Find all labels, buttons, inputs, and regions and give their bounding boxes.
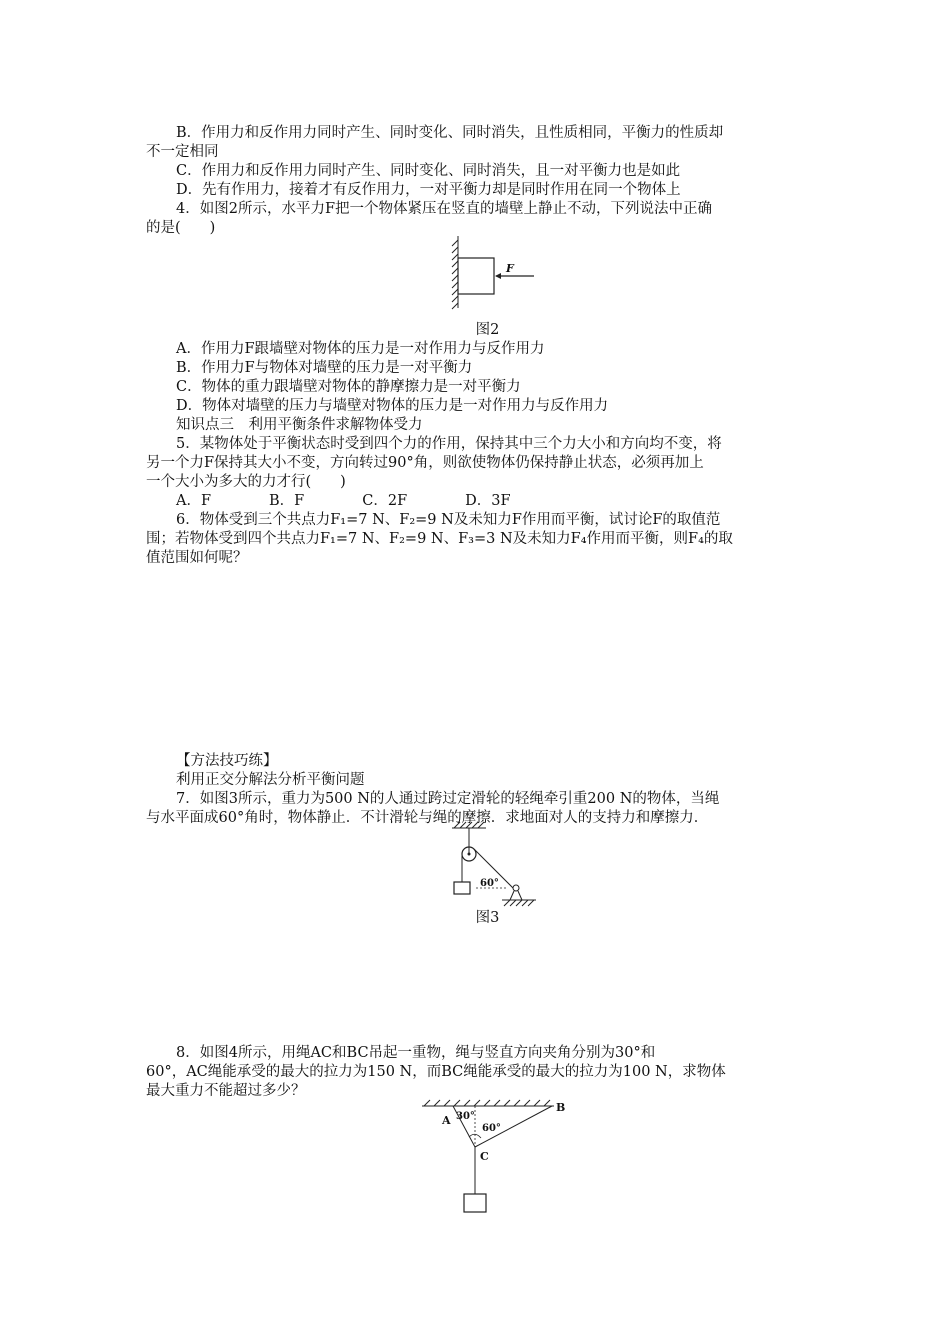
question-4-line2: 的是( ) (146, 220, 216, 236)
question-8-line3: 最大重力不能超过多少？ (146, 1083, 306, 1099)
weight-block (464, 1194, 486, 1212)
question-8-line1: 8．如图4所示，用绳AC和BC吊起一重物，绳与竖直方向夹角分别为30°和 (176, 1045, 656, 1061)
option-3b-line2: 不一定相同 (146, 144, 219, 160)
angle-bc-label: 60° (482, 1123, 501, 1134)
figure-4-diagram (418, 1098, 578, 1218)
ceiling-hatching (422, 1100, 554, 1106)
angle-ac-label: 30° (456, 1111, 475, 1122)
question-5-line3: 一个大小为多大的力才行( ) (146, 474, 346, 490)
option-4a: A．作用力F跟墙壁对物体的压力是一对作用力与反作用力 (176, 341, 545, 357)
option-4d: D．物体对墙壁的压力与墙壁对物体的压力是一对作用力与反作用力 (176, 398, 609, 414)
force-label: F (506, 262, 514, 275)
block (458, 258, 494, 294)
hanging-block (454, 882, 470, 894)
label-c: C (480, 1150, 489, 1163)
angle-label: 60° (480, 878, 499, 889)
label-a: A (442, 1114, 451, 1127)
figure-2-diagram (446, 234, 546, 314)
option-4c: C．物体的重力跟墙壁对物体的静摩擦力是一对平衡力 (176, 379, 521, 395)
ground-hatching (502, 900, 536, 906)
question-5-line1: 5．某物体处于平衡状态时受到四个力的作用，保持其中三个力大小和方向均不变，将 (176, 436, 722, 452)
arrow-head-icon (495, 273, 501, 279)
question-5-options: A．F B．F C．2F D．3F (176, 493, 511, 509)
question-4-line1: 4．如图2所示，水平力F把一个物体紧压在竖直的墙壁上静止不动，下列说法中正确 (176, 201, 713, 217)
option-3c: C．作用力和反作用力同时产生、同时变化、同时消失，且一对平衡力也是如此 (176, 163, 681, 179)
question-6-line1: 6．物体受到三个共点力F₁=7 N、F₂=9 N及未知力F作用而平衡，试讨论F的取值范 (176, 512, 721, 528)
question-6-line3: 值范围如何呢？ (146, 550, 248, 566)
figure-3-caption: 图3 (475, 910, 500, 926)
section-heading-3: 知识点三 利用平衡条件求解物体受力 (176, 417, 423, 433)
label-b: B (556, 1101, 566, 1114)
person-head (513, 885, 519, 891)
question-7-line2: 与水平面成60°角时，物体静止．不计滑轮与绳的摩擦．求地面对人的支持力和摩擦力． (146, 810, 709, 826)
question-8-line2: 60°，AC绳能承受的最大的拉力为150 N，而BC绳能承受的最大的拉力为100 N，求物体 (146, 1064, 726, 1080)
figure-3-diagram (446, 820, 546, 912)
question-5-line2: 另一个力F保持其大小不变，方向转过90°角，则欲使物体仍保持静止状态，必须再加上 (146, 455, 704, 471)
ceiling-hatching (452, 822, 486, 828)
option-4b: B．作用力F与物体对墙壁的压力是一对平衡力 (176, 360, 473, 376)
figure-2-caption: 图2 (475, 322, 500, 338)
option-3b-line1: B．作用力和反作用力同时产生、同时变化、同时消失，且性质相同，平衡力的性质却 (176, 125, 724, 141)
question-6-line2: 围；若物体受到四个共点力F₁=7 N、F₂=9 N、F₃=3 N及未知力F₄作用而平衡，则F₄的取 (146, 531, 733, 547)
section-heading-method: 【方法技巧练】 (176, 753, 278, 769)
question-7-line1: 7．如图3所示，重力为500 N的人通过跨过定滑轮的轻绳牵引重200 N的物体，当绳 (176, 791, 720, 807)
subsection-heading: 利用正交分解法分析平衡问题 (176, 772, 365, 788)
wall-hatching (452, 236, 458, 309)
option-3d: D．先有作用力，接着才有反作用力，一对平衡力却是同时作用在同一个物体上 (176, 182, 681, 198)
